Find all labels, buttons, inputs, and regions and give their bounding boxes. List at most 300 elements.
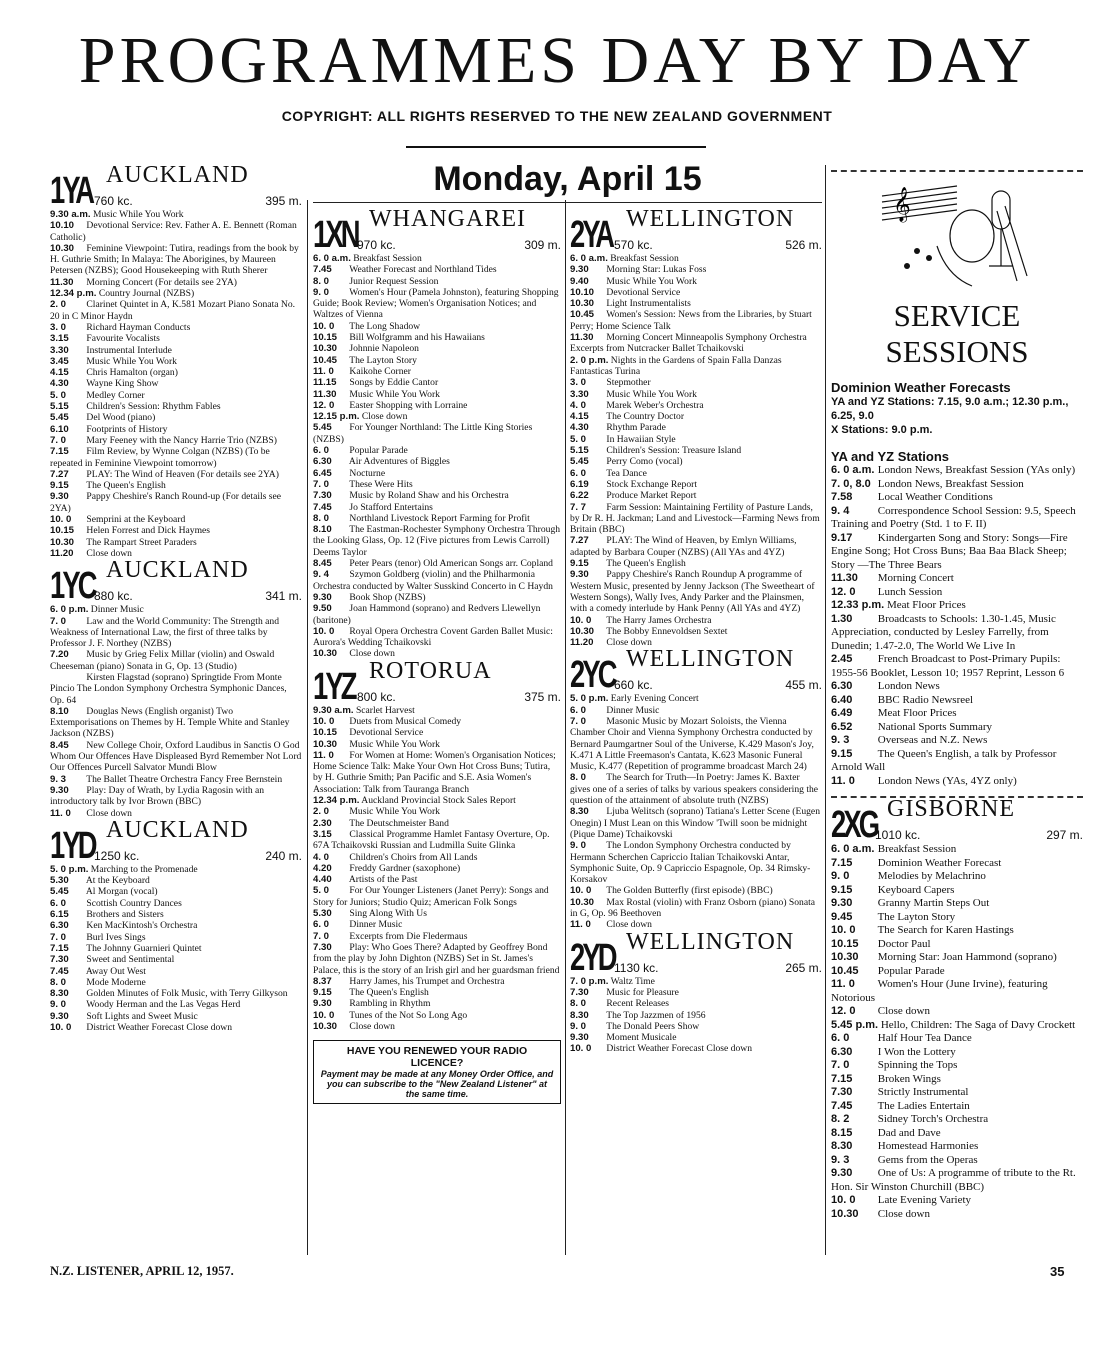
programme-list (831, 843, 1083, 1221)
programme-entry (570, 479, 822, 490)
station-wavelength: 309 m. (524, 238, 561, 252)
programme-time: 9.30 (50, 491, 69, 503)
programme-time: 9.30 a.m. (313, 704, 354, 716)
programme-title: In Hawaiian Style (606, 433, 676, 445)
programme-entry (570, 400, 822, 411)
programme-title: Spinning the Tops (877, 1059, 958, 1071)
station-header (313, 206, 561, 256)
programme-entry (313, 479, 561, 490)
programme-title: Gems from the Operas (877, 1153, 978, 1166)
programme-title: Music While You Work (349, 806, 440, 818)
programme-time: 7. 0 (50, 434, 67, 446)
programme-entry (831, 694, 1083, 708)
programme-title: The Queen's English, a talk by Professor Arnold Wall (831, 747, 1057, 773)
programme-title: Music While You Work (86, 355, 177, 367)
programme-title: Women's Hour (June Irvine), featuring Notorious (831, 978, 1048, 1004)
programme-time: 8. 0 (313, 275, 330, 287)
programme-time: 6. 0 a.m. (831, 464, 875, 476)
station-wavelength: 341 m. (265, 589, 302, 604)
programme-time: 9.30 (570, 569, 589, 581)
programme-entry (50, 446, 302, 469)
programme-entry (831, 532, 1083, 573)
programme-entry (313, 874, 561, 885)
programme-title: Music While You Work (92, 209, 184, 220)
programme-entry (313, 592, 561, 603)
programme-title: Footprints of History (86, 423, 168, 435)
programme-time: 10. 0 (313, 715, 335, 727)
programme-time: 9. 3 (831, 734, 850, 746)
programme-entry (570, 332, 822, 355)
programme-time: 12. 0 (831, 1005, 856, 1017)
programme-time: 11. 0 (570, 919, 591, 931)
programme-title: New College Choir, Oxford Laudibus in Sanctis O God Whom Our Offences Have Displeased Byrd Remember Not Lord Our Offences Purcell Salvator Mundi Blow (50, 739, 302, 774)
programme-time: 5.15 (50, 401, 69, 413)
station-wavelength: 265 m. (785, 960, 822, 975)
programme-time: 4.30 (50, 378, 69, 390)
programme-entry (831, 1208, 1083, 1222)
programme-title: The Harry James Orchestra (606, 614, 712, 626)
programme-time: 6.15 (50, 909, 69, 921)
programme-entry (570, 840, 822, 885)
programme-title: Dinner Music (606, 704, 660, 716)
programme-entry (50, 988, 302, 999)
programme-time: 8. 2 (831, 1113, 850, 1125)
programme-title: Sing Along With Us (349, 908, 427, 920)
programme-title: PLAY: The Wind of Heaven (For details see 2YA) (86, 468, 279, 480)
programme-title: Music While You Work (606, 275, 697, 287)
programme-entry (313, 366, 561, 377)
programme-title: The Queen's English (86, 480, 166, 492)
programme-time: 2. 0 (313, 806, 330, 818)
programme-title: Doctor Paul (877, 937, 931, 950)
programme-time: 11.20 (50, 547, 74, 559)
programme-title: Richard Hayman Conducts (86, 321, 191, 333)
programme-title: Semprini at the Keyboard (86, 514, 186, 526)
programme-entry (831, 653, 1083, 680)
programme-list (570, 253, 822, 648)
programme-title: Jo Stafford Entertains (349, 501, 433, 513)
programme-entry (313, 468, 561, 479)
programme-title: Overseas and N.Z. News (877, 734, 988, 746)
station-frequency: 660 kc. (614, 678, 653, 693)
station-city: AUCKLAND (106, 162, 249, 188)
programme-title: Meat Floor Prices (877, 707, 957, 719)
station-info (94, 816, 302, 863)
programme-time: 9.45 (831, 910, 853, 923)
programme-entry (313, 276, 561, 287)
programme-entry (831, 613, 1083, 654)
programme-title: Music While You Work (349, 738, 440, 750)
programme-entry (831, 938, 1083, 952)
programme-title: Music for Pleasure (606, 986, 679, 998)
programme-entry (50, 514, 302, 525)
programme-title: Waltz Time (610, 975, 655, 987)
station-header (50, 162, 302, 212)
column-3 (570, 208, 822, 1055)
programme-title: Breakfast Session (610, 253, 679, 264)
programme-time: 9.30 (570, 1032, 589, 1044)
programme-time: 10.15 (831, 937, 859, 950)
service-title: SESSIONS (885, 334, 1029, 369)
programme-title: Music While You Work (606, 388, 697, 400)
programme-title: The Queen's English (349, 987, 429, 999)
programme-time: 8.10 (50, 705, 69, 717)
programme-time: 10.30 (313, 1021, 338, 1032)
programme-list (313, 253, 561, 660)
programme-list (50, 864, 302, 1033)
programme-time: 9. 0 (831, 870, 850, 882)
page-number: 35 (1050, 1264, 1065, 1279)
programme-time: 6.40 (831, 693, 853, 706)
programme-entry (831, 775, 1083, 789)
programme-entry (831, 1086, 1083, 1100)
programme-time: 10.45 (570, 309, 595, 321)
programme-title: Max Rostal (violin) with Franz Osborn (piano) Sonata in G, Op. 96 Beethoven (570, 896, 816, 920)
programme-time: 10.30 (831, 951, 859, 963)
station-block (570, 928, 822, 1055)
station-block (570, 646, 822, 931)
programme-entry (313, 490, 561, 501)
programme-time: 7.45 (831, 1099, 853, 1112)
programme-entry (313, 829, 561, 852)
programme-list (570, 976, 822, 1055)
programme-entry (570, 1032, 822, 1043)
programme-time: 7. 0 (50, 615, 67, 627)
programme-time: 7.20 (50, 649, 69, 661)
programme-title: Sweet and Sentimental (86, 954, 175, 966)
programme-entry (313, 389, 561, 400)
programme-time: 5. 0 (313, 885, 330, 897)
programme-title: Marching to the Promenade (90, 863, 198, 875)
programme-entry (570, 716, 822, 772)
programme-time: 10. 0 (50, 1022, 72, 1033)
programme-title: Peter Pears (tenor) Old American Songs arr. Copland (349, 558, 553, 570)
programme-time: 8.30 (570, 1009, 589, 1021)
column-divider (565, 200, 566, 1255)
programme-entry (50, 886, 302, 897)
programme-title: Scarlet Harvest (355, 704, 415, 716)
programme-title: Granny Martin Steps Out (877, 897, 990, 909)
programme-title: The Ballet Theatre Orchestra Fancy Free Bernstein (86, 773, 283, 785)
programme-entry (831, 1019, 1083, 1033)
station-header (570, 646, 822, 697)
programme-time: 10.45 (831, 964, 859, 977)
programme-time: 10.30 (313, 343, 338, 355)
programme-time: 7. 0 (50, 931, 67, 943)
programme-entry (831, 680, 1083, 694)
programme-entry (50, 649, 302, 672)
programme-title: Strictly Instrumental (877, 1086, 969, 1098)
programme-title: Music by Roland Shaw and his Orchestra (349, 490, 509, 502)
programme-time: 8.45 (313, 558, 332, 570)
programme-time: 7.30 (831, 1086, 853, 1098)
programme-entry (831, 491, 1083, 505)
programme-entry (570, 264, 822, 275)
programme-time: 9.30 (570, 264, 589, 276)
microphone-music-illustration (877, 176, 1037, 296)
programme-title: Favourite Vocalists (86, 333, 160, 345)
programme-time: 9.30 (50, 784, 69, 796)
programme-time: 10.30 (50, 536, 75, 548)
programme-title: Soft Lights and Sweet Music (86, 1010, 198, 1022)
programme-time: 7.27 (50, 468, 69, 480)
station-block (50, 162, 302, 559)
programme-entry (313, 739, 561, 750)
programme-time: 4.15 (570, 411, 589, 423)
station-wavelength: 240 m. (265, 848, 302, 863)
programme-entry (831, 599, 1083, 613)
programme-entry (313, 558, 561, 569)
programme-time: 3.45 (50, 355, 69, 367)
programme-title: Harry James, his Trumpet and Orchestra (349, 975, 505, 987)
programme-title: Country Journal (NZBS) (98, 288, 195, 300)
programme-entry (570, 298, 822, 309)
programme-title: Dominion Weather Forecast (877, 856, 1002, 869)
programme-time: 6.30 (313, 456, 332, 468)
programme-time: 10.30 (570, 625, 595, 637)
programme-entry (313, 976, 561, 987)
programme-title: One of Us: A programme of tribute to the Rt. Hon. Sir Winston Churchill (BBC) (831, 1167, 1076, 1193)
programme-time: 1.30 (831, 612, 853, 625)
programme-time: 5. 0 p.m. (570, 693, 609, 705)
programme-entry (313, 456, 561, 467)
programme-entry (50, 378, 302, 389)
programme-time: 6.30 (831, 1045, 853, 1058)
programme-title: Close down (86, 807, 132, 819)
programme-title: Clarinet Quintet in A, K.581 Mozart Piano Sonata No. 20 in C Minor Haydn (50, 299, 296, 322)
programme-time: 8. 0 (50, 976, 67, 988)
programme-time: 11.15 (313, 377, 337, 389)
programme-entry (570, 468, 822, 479)
programme-time: 10.10 (570, 286, 595, 298)
programme-time: 6. 0 a.m. (313, 253, 351, 264)
programme-entry (313, 524, 561, 558)
programme-title: The Johnny Guarnieri Quintet (86, 942, 202, 954)
programme-time: 3.15 (313, 828, 332, 840)
station-header (831, 796, 1083, 846)
programme-time: 5.45 p.m. (831, 1018, 879, 1031)
programme-time: 7.15 (50, 942, 69, 954)
programme-time: 10. 0 (831, 1194, 856, 1206)
programme-time: 9.15 (50, 480, 69, 492)
programme-entry (313, 863, 561, 874)
programme-time: 8.37 (313, 975, 332, 987)
licence-heading: HAVE YOU RENEWED YOUR RADIO LICENCE? (346, 1045, 528, 1070)
programme-title: The Eastman-Rochester Symphony Orchestra Through the Looking Glass, Op. 12 (Five pictures from Lewis Carroll) Deems Taylor (313, 524, 561, 558)
programme-entry (570, 569, 822, 614)
programme-entry (313, 513, 561, 524)
programme-entry (570, 502, 822, 536)
programme-time: 9.30 (831, 1167, 853, 1179)
programme-entry (831, 1140, 1083, 1154)
programme-time: 10. 0 (313, 625, 335, 637)
programme-time: 7. 0, 8.0 (831, 477, 871, 490)
programme-time: 9. 0 (313, 286, 330, 298)
programme-title: Nocturne (349, 467, 386, 479)
programme-time: 6. 0 a.m. (831, 843, 875, 855)
programme-title: Wayne King Show (86, 378, 159, 390)
station-frequency: 880 kc. (94, 589, 133, 604)
programme-time: 11.30 (831, 572, 858, 584)
programme-time: 6. 0 a.m. (570, 253, 608, 264)
programme-time: 3.15 (50, 333, 69, 345)
title-rule (406, 146, 706, 148)
programme-time: 6.30 (831, 680, 853, 692)
programme-title: Tunes of the Not So Long Ago (349, 1009, 468, 1021)
programme-title: Recent Releases (606, 998, 670, 1010)
programme-list (50, 209, 302, 559)
station-call-sign: 2YC (570, 654, 615, 697)
programme-entry (570, 626, 822, 637)
programme-entry (50, 401, 302, 412)
programme-entry (831, 1167, 1083, 1194)
programme-time: 7. 0 p.m. (570, 975, 609, 987)
programme-title: Classical Programme Hamlet Fantasy Overture, Op. 67A Tchaikovski Russian and Ludmilla Suite Glinka (313, 828, 550, 852)
programme-time: 9. 0 (570, 840, 587, 852)
programme-time: 7.30 (313, 941, 332, 953)
programme-title: Johnnie Napoleon (349, 343, 419, 355)
programme-entry (831, 924, 1083, 938)
station-header (50, 557, 302, 608)
programme-title: Easter Shopping with Lorraine (349, 399, 468, 411)
programme-entry (570, 558, 822, 569)
programme-entry (50, 977, 302, 988)
programme-title: French Broadcast to Post-Primary Pupils: 1955-56 Booklet, Lesson 10; 1957 Reprint, Lesson 6 (831, 653, 1065, 679)
programme-title: I Won the Lottery (877, 1045, 956, 1058)
programme-time: 8.15 (831, 1126, 853, 1139)
programme-entry (313, 411, 561, 422)
programme-time: 12.34 p.m. (50, 288, 97, 300)
programme-title: The Search for Karen Hastings (877, 924, 1014, 936)
station-city: GISBORNE (887, 796, 1016, 822)
programme-title: Light Instrumentalists (606, 298, 691, 310)
programme-title: Morning Star: Lukas Foss (606, 264, 707, 276)
programme-entry (831, 464, 1083, 478)
station-wavelength: 455 m. (785, 678, 822, 693)
programme-entry (313, 355, 561, 366)
programme-entry (50, 299, 302, 322)
programme-time: 10.30 (570, 298, 595, 310)
programme-time: 11. 0 (313, 365, 334, 377)
programme-title: Dinner Music (90, 604, 144, 616)
programme-time: 6.30 (50, 920, 69, 932)
svg-text:𝄞: 𝄞 (893, 187, 911, 222)
programme-entry (831, 1032, 1083, 1046)
station-block (313, 657, 561, 1033)
column-divider (825, 165, 826, 1255)
programme-entry (313, 716, 561, 727)
programme-entry (570, 987, 822, 998)
programme-time: 12.15 p.m. (313, 411, 360, 423)
programme-title: Melodies by Melachrino (877, 870, 986, 882)
programme-time: 9.30 (50, 1010, 69, 1022)
station-info (614, 206, 822, 252)
programme-time: 10. 0 (831, 924, 856, 936)
programme-time: 5.30 (50, 875, 69, 887)
station-call-sign: 1YC (50, 565, 95, 608)
station-frequency: 1130 kc. (614, 960, 659, 975)
programme-list (313, 705, 561, 1033)
station-info (875, 796, 1083, 842)
programme-title: Pappy Cheshire's Ranch Round-up (For details see 2YA) (50, 491, 282, 514)
programme-title: Morning Concert (877, 572, 954, 584)
programme-entry (570, 445, 822, 456)
programme-time: 5.15 (570, 445, 589, 457)
programme-entry (313, 321, 561, 332)
programme-title: Law and the World Community: The Strength and Weakness of International Law, the first of three talks by Professor J. F. Northey (NZBS) (50, 615, 279, 650)
programme-title: Farm Session: Maintaining Fertility of Pasture Lands, by Dr R. H. Jackman; Land and Livestock—Farming News from Britain (BBC) (570, 501, 820, 536)
programme-entry (831, 870, 1083, 884)
station-frequency: 1010 kc. (875, 828, 921, 842)
programme-time: 7.27 (570, 535, 589, 547)
programme-time: 9. 3 (50, 773, 67, 785)
programme-title: Close down (349, 648, 395, 660)
station-call-sign: 2XG (831, 804, 878, 846)
programme-entry (50, 1022, 302, 1033)
programme-time: 8.45 (50, 739, 69, 751)
programme-entry (570, 456, 822, 467)
programme-entry (313, 852, 561, 863)
station-call-sign: 2YA (570, 214, 613, 256)
programme-entry (831, 1046, 1083, 1060)
programme-title: BBC Radio Newsreel (877, 693, 974, 706)
station-info (357, 206, 561, 252)
station-info (614, 928, 822, 975)
programme-time: 10. 0 (570, 885, 592, 897)
programme-entry (570, 355, 822, 378)
programme-title: District Weather Forecast Close down (86, 1022, 232, 1033)
programme-title: For Women at Home: Women's Organisation Notices; Home Science Talk: Make Your Own Hot Cross Buns; Tutira, by H. Guthrie Smith; Pan Pacific and S.E. Asia Women's Association: Talk from Tauranga Branch (313, 749, 556, 795)
programme-time: 6. 0 (570, 704, 587, 716)
programme-time: 7.15 (50, 446, 69, 458)
programme-title: Close down (606, 637, 652, 649)
programme-entry (313, 987, 561, 998)
programme-title: Kirsten Flagstad (soprano) Springtide From Monte Pincio The London Symphony Orchestra Symphonic Dances, Op. 64 (50, 671, 287, 706)
programme-title: District Weather Forecast Close down (606, 1043, 752, 1055)
programme-title: The Queen's English (606, 558, 686, 570)
gisborne-section (831, 796, 1083, 1221)
programme-time: 10.30 (570, 896, 595, 908)
licence-notice (313, 1040, 561, 1104)
programme-entry (50, 672, 302, 706)
programme-entry (313, 377, 561, 388)
programme-entry (313, 502, 561, 513)
programme-time: 11. 0 (50, 807, 71, 819)
programme-entry (831, 721, 1083, 735)
programme-entry (831, 1154, 1083, 1168)
weather-heading: Dominion Weather Forecasts (831, 380, 1011, 395)
programme-entry (313, 400, 561, 411)
programme-entry (313, 727, 561, 738)
programme-time: 6.22 (570, 490, 589, 502)
programme-entry (50, 469, 302, 480)
programme-title: Children's Session: Treasure Island (606, 445, 742, 457)
programme-title: Close down (86, 547, 132, 559)
programme-title: The Top Jazzmen of 1956 (606, 1009, 706, 1021)
programme-time: 12. 0 (313, 399, 335, 411)
page-title: PROGRAMMES DAY BY DAY (78, 24, 1036, 97)
programme-entry (313, 919, 561, 930)
programme-entry (313, 908, 561, 919)
programme-title: Away Out West (85, 965, 146, 977)
programme-entry (50, 288, 302, 299)
programme-entry (570, 615, 822, 626)
station-frequency: 1250 kc. (94, 848, 140, 863)
station-call-sign: 1YA (50, 170, 93, 212)
programme-entry (313, 603, 561, 626)
programme-time: 4. 0 (313, 851, 330, 863)
programme-time: 6. 0 (50, 897, 67, 909)
